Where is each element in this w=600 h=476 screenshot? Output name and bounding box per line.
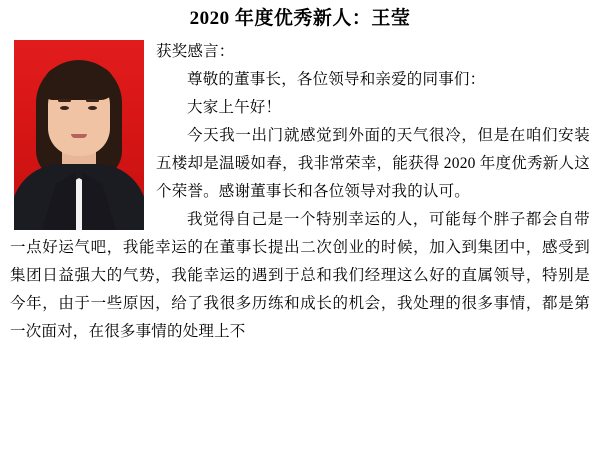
photo-mouth bbox=[71, 134, 87, 138]
page-title: 2020 年度优秀新人：王莹 bbox=[189, 8, 411, 29]
paragraph-salutation: 尊敬的董事长，各位领导和亲爱的同事们： bbox=[187, 71, 486, 88]
photo-fringe bbox=[43, 66, 115, 100]
photo-eye-left bbox=[60, 106, 69, 110]
portrait-photo bbox=[14, 40, 144, 230]
paragraph-body-2: 我觉得自己是一个特别幸运的人，可能每个胖子都会自带一点好运气吧，我能幸运的在董事长提出二次创业的时候，加入到集团中，感受到集团日益强大的气势，我能幸运的遇到于总和我们经理这么好的直属领导，特别是今年，由于一些原因，给了我很多历练和成长的机会，我处理的很多事情，都是第一次面对，在很多事情的处理上不 bbox=[10, 211, 590, 340]
photo-eyebrow-left bbox=[58, 99, 71, 102]
paragraph-intro: 获奖感言： bbox=[156, 43, 235, 60]
paragraph-body-1: 今天我一出门就感觉到外面的天气很冷，但是在咱们安装五楼却是温暖如春，我非常荣幸，能获得 2020 年度优秀新人这个荣誉。感谢董事长和各位领导对我的认可。 bbox=[156, 127, 590, 200]
photo-eye-right bbox=[88, 106, 97, 110]
photo-eyebrow-right bbox=[86, 99, 99, 102]
paragraph-greeting: 大家上午好！ bbox=[187, 99, 282, 116]
